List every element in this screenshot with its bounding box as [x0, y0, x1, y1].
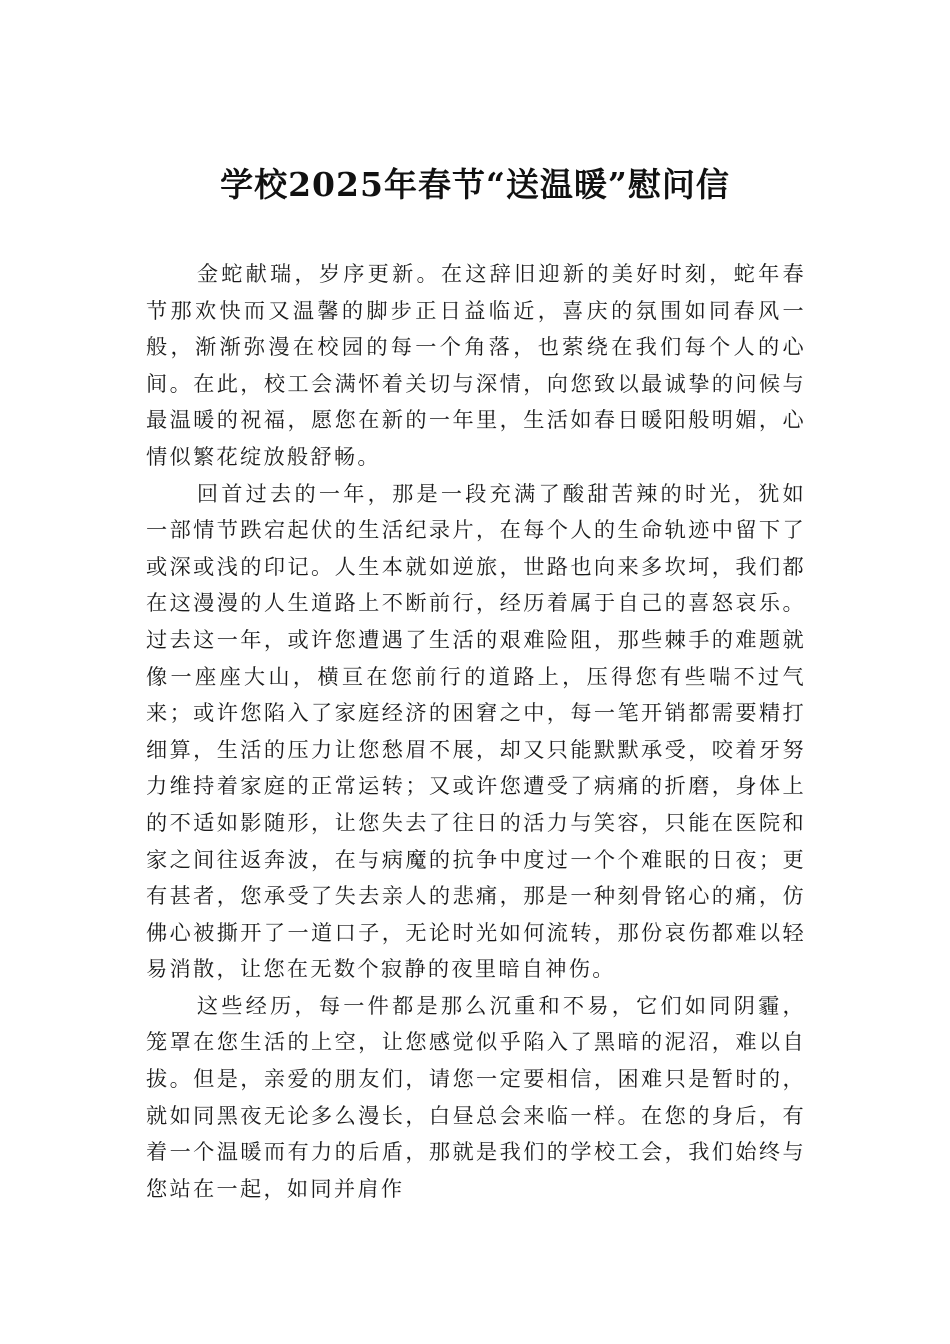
paragraph-1: 金蛇献瑞，岁序更新。在这辞旧迎新的美好时刻，蛇年春节那欢快而又温馨的脚步正日益临近，喜庆的氛围如同春风一般，渐渐弥漫在校园的每一个角落，也萦绕在我们每个人的心间。在此，校工会满怀着关切与深情，向您致以最诚挚的问候与最温暖的祝福，愿您在新的一年里，生活如春日暖阳般明媚，心情似繁花绽放般舒畅。 — [146, 261, 806, 469]
paragraph-3: 这些经历，每一件都是那么沉重和不易，它们如同阴霾，笼罩在您生活的上空，让您感觉似乎陷入了黑暗的泥沼，难以自拔。但是，亲爱的朋友们，请您一定要相信，困难只是暂时的，就如同黑夜无论多么漫长，白昼总会来临一样。在您的身后，有着一个温暖而有力的后盾，那就是我们的学校工会，我们始终与您站在一起，如同并肩作 — [146, 992, 806, 1201]
page-bottom-margin — [0, 1234, 950, 1344]
document-title: 学校2025年春节“送温暖”慰问信 — [220, 165, 730, 204]
paragraph-2: 回首过去的一年，那是一段充满了酸甜苦辣的时光，犹如一部情节跌宕起伏的生活纪录片，在每个人的生命轨迹中留下了或深或浅的印记。人生本就如逆旅，世路也向来多坎坷，我们都在这漫漫的人生道路上不断前行，经历着属于自己的喜怒哀乐。过去这一年，或许您遭遇了生活的艰难险阻，那些棘手的难题就像一座座大山，横亘在您前行的道路上，压得您有些喘不过气来；或许您陷入了家庭经济的困窘之中，每一笔开销都需要精打细算，生活的压力让您愁眉不展，却又只能默默承受，咬着牙努力维持着家庭的正常运转；又或许您遭受了病痛的折磨，身体上的不适如影随形，让您失去了往日的活力与笑容，只能在医院和家之间往返奔波，在与病魔的抗争中度过一个个难眠的日夜；更有甚者，您承受了失去亲人的悲痛，那是一种刻骨铭心的痛，仿佛心被撕开了一道口子，无论时光如何流转，那份哀伤都难以轻易消散，让您在无数个寂静的夜里暗自神伤。 — [146, 480, 806, 982]
document-body — [146, 256, 806, 1207]
